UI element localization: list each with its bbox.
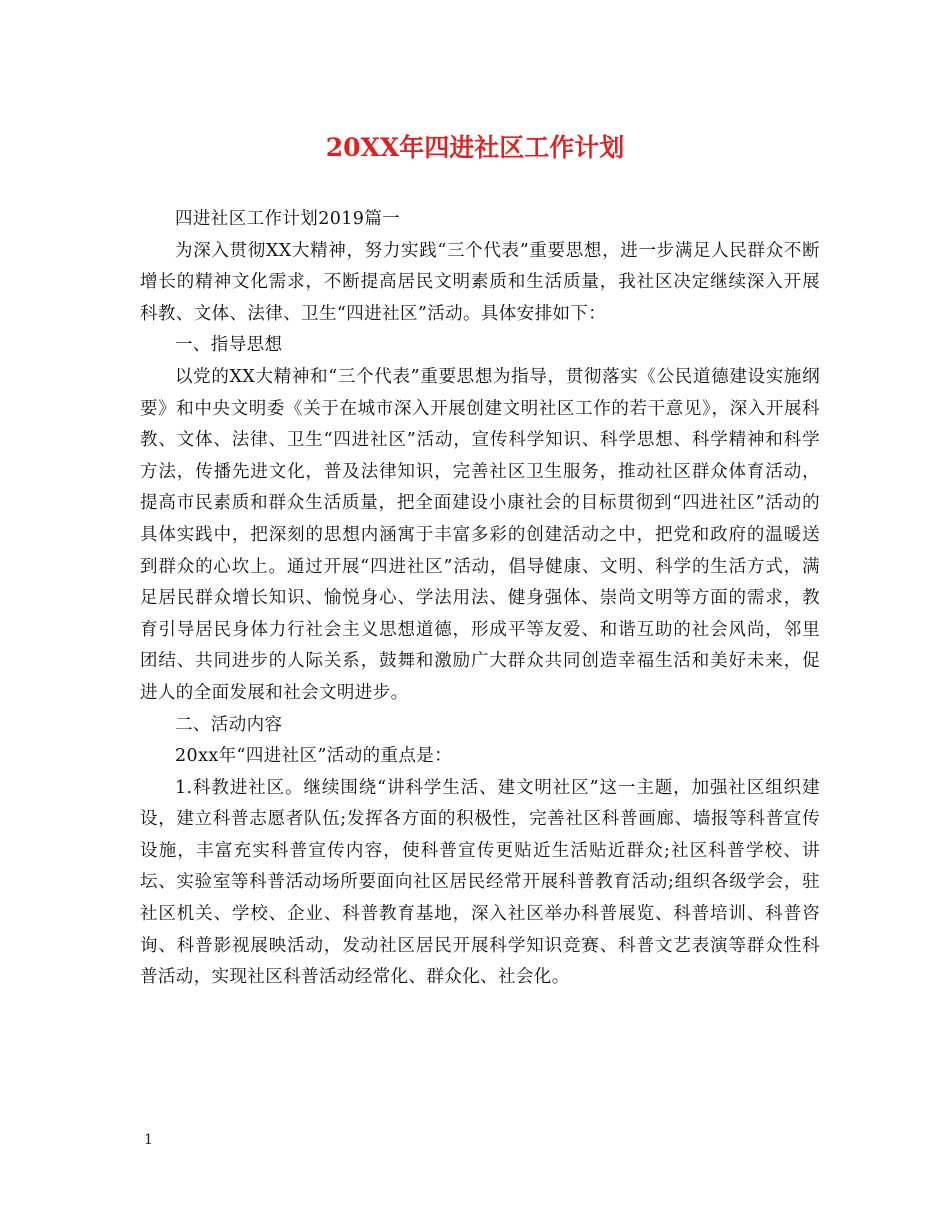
document-body: [140, 204, 820, 994]
page-number: 1: [144, 1132, 153, 1148]
document-title: 20XX年四进社区工作计划: [325, 133, 625, 162]
paragraph-activity-focus: 20xx年“四进社区”活动的重点是：: [175, 746, 453, 767]
paragraph-guiding-ideology: 以党的XX大精神和“三个代表”重要思想为指导，贯彻落实《公民道德建设实施纲要》和中央文明委《关于在城市深入开展创建文明社区工作的若干意见》，深入开展科教、文体、法律、卫生“四进社区”活动，宣传科学知识、科学思想、科学精神和科学方法，传播先进文化，普及法律知识，完善社区卫生服务，推动社区群众体育活动，提高市民素质和群众生活质量，把全面建设小康社会的目标贯彻到“四进社区”活动的具体实践中，把深刻的思想内涵寓于丰富多彩的创建活动之中，把党和政府的温暖送到群众的心坎上。通过开展“四进社区”活动，倡导健康、文明、科学的生活方式，满足居民群众增长知识、愉悦身心、学法用法、健身强体、崇尚文明等方面的需求，教育引导居民身体力行社会主义思想道德，形成平等友爱、和谐互助的社会风尚，邻里团结、共同进步的人际关系，鼓舞和激励广大群众共同创造幸福生活和美好未来，促进人的全面发展和社会文明进步。: [140, 366, 820, 703]
section-heading-activity-content: 二、活动内容: [175, 714, 283, 735]
paragraph-science-education: 1.科教进社区。继续围绕“讲科学生活、建文明社区”这一主题，加强社区组织建设，建立科普志愿者队伍;发挥各方面的积极性，完善社区科普画廊、墙报等科普宣传设施，丰富充实科普宣传内容，使科普宣传更贴近生活贴近群众;社区科普学校、讲坛、实验室等科普活动场所要面向社区居民经常开展科普教育活动;组织各级学会，驻社区机关、学校、企业、科普教育基地，深入社区举办科普展览、科普培训、科普咨询、科普影视展映活动，发动社区居民开展科学知识竞赛、科普文艺表演等群众性科普活动，实现社区科普活动经常化、群众化、社会化。: [140, 777, 820, 988]
paragraph-intro: 为深入贯彻XX大精神，努力实践“三个代表”重要思想，进一步满足人民群众不断增长的精神文化需求，不断提高居民文明素质和生活质量，我社区决定继续深入开展科教、文体、法律、卫生“四进社区”活动。具体安排如下：: [140, 240, 820, 324]
paragraph-subtitle: 四进社区工作计划2019篇一: [175, 209, 401, 229]
section-heading-guiding-ideology: 一、指导思想: [175, 335, 283, 356]
